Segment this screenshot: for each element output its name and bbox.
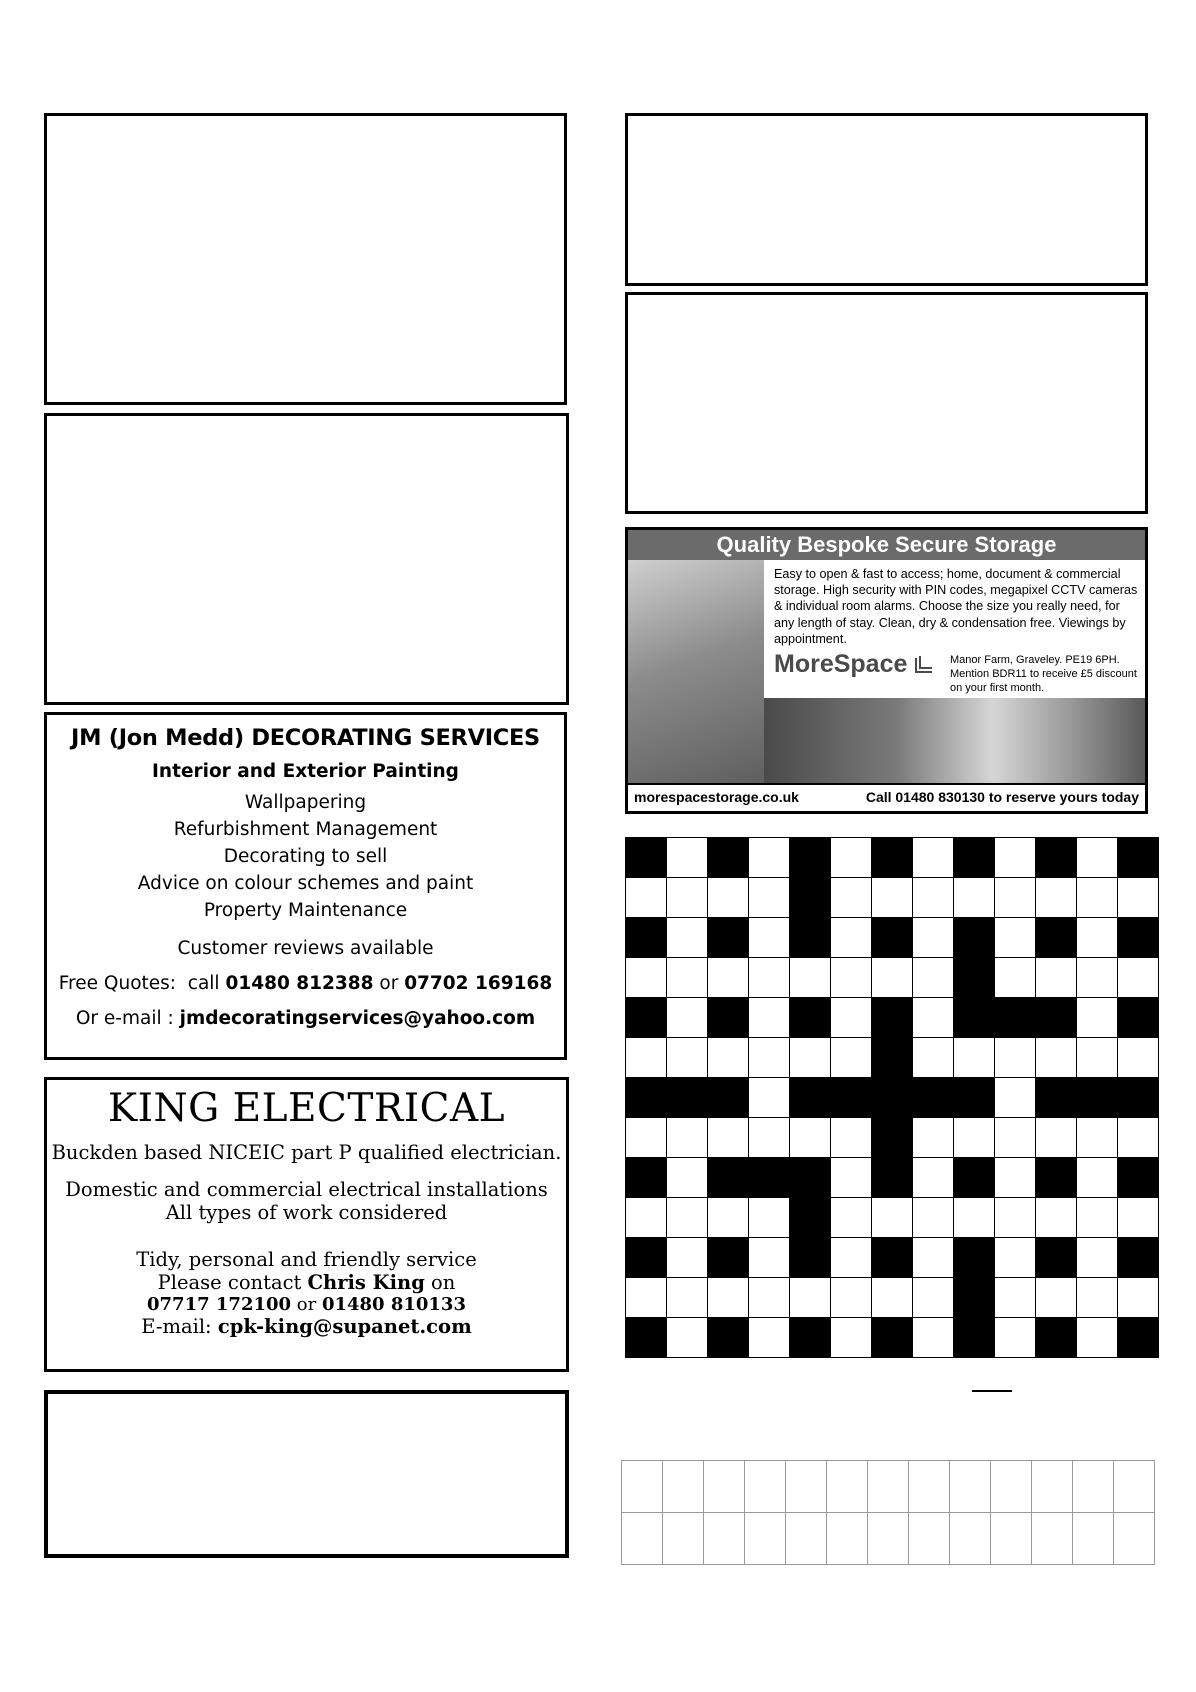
crossword-cell[interactable] <box>831 838 872 878</box>
storage-website: morespacestorage.co.uk <box>634 789 799 805</box>
jm-service: Refurbishment Management <box>173 819 438 840</box>
jm-service: Wallpapering <box>244 792 367 813</box>
crossword-black-cell <box>1036 1158 1077 1198</box>
crossword-cell[interactable] <box>913 838 954 878</box>
crossword-black-cell <box>708 998 749 1038</box>
crossword-black-cell <box>790 1318 831 1358</box>
crossword-cell[interactable] <box>913 1278 954 1318</box>
crossword-black-cell <box>995 998 1036 1038</box>
crossword-cell[interactable] <box>995 1198 1036 1238</box>
crossword-cell[interactable] <box>872 1198 913 1238</box>
crossword-cell[interactable] <box>913 1118 954 1158</box>
crossword-cell[interactable] <box>667 1318 708 1358</box>
jm-email-prefix: Or e-mail : <box>75 1008 180 1029</box>
crossword-cell[interactable] <box>790 1278 831 1318</box>
empty-box-2 <box>44 413 569 705</box>
jm-phone-2: 07702 169168 <box>404 973 553 994</box>
answer-cell[interactable] <box>827 1513 868 1565</box>
jm-service: Decorating to sell <box>223 846 388 867</box>
crossword-cell[interactable] <box>913 878 954 918</box>
answer-grid <box>621 1460 1155 1565</box>
crossword-black-cell <box>667 1078 708 1118</box>
crossword-cell[interactable] <box>1118 878 1159 918</box>
crossword-cell[interactable] <box>626 1278 667 1318</box>
storage-footer <box>628 783 1145 811</box>
crossword-cell[interactable] <box>626 1038 667 1078</box>
crossword-cell[interactable] <box>667 958 708 998</box>
crossword-cell[interactable] <box>831 1118 872 1158</box>
crossword-black-cell <box>831 1078 872 1118</box>
crossword-cell[interactable] <box>749 1198 790 1238</box>
crossword-cell[interactable] <box>790 1118 831 1158</box>
answer-cell[interactable] <box>1073 1513 1114 1565</box>
crossword-cell[interactable] <box>749 958 790 998</box>
answer-cell[interactable] <box>622 1461 663 1513</box>
crossword-black-cell <box>872 998 913 1038</box>
jm-or: or <box>373 973 405 994</box>
answer-cell[interactable] <box>622 1513 663 1565</box>
crossword-black-cell <box>1118 1318 1159 1358</box>
crossword-cell[interactable] <box>626 958 667 998</box>
crossword-black-cell <box>1118 838 1159 878</box>
crossword-cell[interactable] <box>913 1238 954 1278</box>
crossword-cell[interactable] <box>1118 1278 1159 1318</box>
answer-cell[interactable] <box>950 1513 991 1565</box>
crossword-cell[interactable] <box>667 838 708 878</box>
crossword-black-cell <box>913 1078 954 1118</box>
crossword-black-cell <box>872 1318 913 1358</box>
crossword-cell[interactable] <box>1036 1198 1077 1238</box>
crossword-cell[interactable] <box>1036 1118 1077 1158</box>
morespace-logo-text: MoreSpace <box>774 650 908 678</box>
crossword-cell[interactable] <box>995 1118 1036 1158</box>
empty-box-5 <box>625 292 1148 514</box>
crossword-black-cell <box>954 918 995 958</box>
empty-box-3 <box>44 1390 569 1558</box>
answer-cell[interactable] <box>1032 1461 1073 1513</box>
crossword-cell[interactable] <box>749 1038 790 1078</box>
crossword-cell[interactable] <box>749 1318 790 1358</box>
king-phone-2: 01480 810133 <box>321 1294 466 1315</box>
crossword-cell[interactable] <box>708 958 749 998</box>
crossword-cell[interactable] <box>1077 1038 1118 1078</box>
crossword-cell[interactable] <box>1077 1278 1118 1318</box>
storage-address: Manor Farm, Graveley. PE19 6PH. Mention BDR11 to receive £5 discount on your first month. <box>950 654 1137 694</box>
king-contact-name: Chris King <box>307 1271 425 1294</box>
crossword-cell[interactable] <box>831 1158 872 1198</box>
crossword-black-cell <box>872 1238 913 1278</box>
crossword-cell[interactable] <box>1077 1118 1118 1158</box>
king-email: cpk-king@supanet.com <box>217 1315 472 1338</box>
crossword-black-cell <box>1036 1078 1077 1118</box>
answer-cell[interactable] <box>909 1461 950 1513</box>
king-phone-1: 07717 172100 <box>147 1294 292 1315</box>
crossword-cell[interactable] <box>1077 918 1118 958</box>
crossword-cell[interactable] <box>667 1278 708 1318</box>
crossword-cell[interactable] <box>1118 1038 1159 1078</box>
crossword-cell[interactable] <box>1118 958 1159 998</box>
storage-description: Easy to open & fast to access; home, document & commercial storage. High security with PIN codes, megapixel CCTV cameras & individual room alarms. Choose the size you really need, for any length of stay. Clean, dry & condensation free. Viewings by appointment. <box>774 567 1138 646</box>
king-line-2: Domestic and commercial electrical installations <box>65 1178 548 1201</box>
crossword-black-cell <box>872 1078 913 1118</box>
jm-service: Advice on colour schemes and paint <box>137 873 474 894</box>
crossword-cell[interactable] <box>913 998 954 1038</box>
answer-dash <box>972 1390 1012 1392</box>
crossword-cell[interactable] <box>749 1118 790 1158</box>
crossword-cell[interactable] <box>913 1158 954 1198</box>
crossword-cell[interactable] <box>831 878 872 918</box>
storage-photo-bottom <box>764 698 1145 785</box>
king-or: or <box>291 1294 322 1315</box>
jm-phone-1: 01480 812388 <box>225 973 374 994</box>
crossword-cell[interactable] <box>626 1198 667 1238</box>
jm-subtitle: Interior and Exterior Painting <box>152 761 459 782</box>
crossword-cell[interactable] <box>1036 1278 1077 1318</box>
crossword-black-cell <box>749 1158 790 1198</box>
king-contact-suffix: on <box>424 1271 456 1294</box>
crossword-cell[interactable] <box>667 1118 708 1158</box>
crossword-cell[interactable] <box>667 998 708 1038</box>
crossword-black-cell <box>708 1318 749 1358</box>
crossword-cell[interactable] <box>872 878 913 918</box>
crossword-black-cell <box>1036 1238 1077 1278</box>
crossword-black-cell <box>708 1158 749 1198</box>
crossword-cell[interactable] <box>626 878 667 918</box>
crossword-black-cell <box>790 1158 831 1198</box>
crossword-cell[interactable] <box>667 1198 708 1238</box>
crossword-cell[interactable] <box>995 878 1036 918</box>
crossword-black-cell <box>954 958 995 998</box>
crossword-cell[interactable] <box>708 878 749 918</box>
crossword-cell[interactable] <box>667 918 708 958</box>
crossword-cell[interactable] <box>831 1038 872 1078</box>
crossword-black-cell <box>1036 918 1077 958</box>
morespace-logo-icon <box>914 654 934 674</box>
empty-box-1 <box>44 113 567 405</box>
crossword-cell[interactable] <box>749 838 790 878</box>
jm-reviews: Customer reviews available <box>177 938 434 959</box>
crossword-cell[interactable] <box>995 918 1036 958</box>
morespace-storage-ad <box>625 527 1148 814</box>
answer-cell[interactable] <box>745 1513 786 1565</box>
crossword-black-cell <box>1077 1078 1118 1118</box>
crossword-cell[interactable] <box>667 878 708 918</box>
crossword-black-cell <box>1036 998 1077 1038</box>
king-electrical-ad <box>44 1077 569 1372</box>
answer-cell[interactable] <box>704 1513 745 1565</box>
crossword-cell[interactable] <box>626 1118 667 1158</box>
crossword-cell[interactable] <box>708 1198 749 1238</box>
morespace-logo <box>774 650 934 679</box>
jm-decorating-ad <box>44 712 567 1060</box>
crossword-cell[interactable] <box>1118 1198 1159 1238</box>
empty-box-4 <box>625 113 1148 286</box>
king-contact-prefix: Please contact <box>157 1271 308 1294</box>
crossword-cell[interactable] <box>954 878 995 918</box>
crossword-black-cell <box>626 998 667 1038</box>
crossword-cell[interactable] <box>995 1078 1036 1118</box>
answer-cell[interactable] <box>1114 1461 1155 1513</box>
crossword-black-cell <box>1118 918 1159 958</box>
answer-cell[interactable] <box>991 1461 1032 1513</box>
crossword-cell[interactable] <box>913 1198 954 1238</box>
crossword-cell[interactable] <box>872 958 913 998</box>
crossword-cell[interactable] <box>913 918 954 958</box>
crossword-cell[interactable] <box>1036 958 1077 998</box>
storage-call: Call 01480 830130 to reserve yours today <box>865 789 1139 805</box>
crossword-black-cell <box>708 918 749 958</box>
crossword-black-cell <box>872 1158 913 1198</box>
answer-cell[interactable] <box>868 1461 909 1513</box>
crossword-cell[interactable] <box>913 958 954 998</box>
answer-cell[interactable] <box>663 1513 704 1565</box>
crossword-grid <box>625 837 1159 1358</box>
crossword-black-cell <box>790 838 831 878</box>
crossword-cell[interactable] <box>1118 1118 1159 1158</box>
king-line-3: All types of work considered <box>165 1201 448 1224</box>
crossword-cell[interactable] <box>667 1038 708 1078</box>
crossword-black-cell <box>872 1118 913 1158</box>
answer-cell[interactable] <box>909 1513 950 1565</box>
king-contact-line <box>47 1271 566 1294</box>
crossword-black-cell <box>1118 998 1159 1038</box>
crossword-cell[interactable] <box>708 1118 749 1158</box>
king-email-line <box>47 1315 566 1338</box>
crossword-black-cell <box>708 1078 749 1118</box>
crossword-cell[interactable] <box>667 1238 708 1278</box>
crossword-cell[interactable] <box>749 1238 790 1278</box>
crossword-black-cell <box>1118 1078 1159 1118</box>
answer-cell[interactable] <box>663 1461 704 1513</box>
storage-photo-left <box>628 560 764 785</box>
jm-email-line <box>47 1008 564 1029</box>
crossword-black-cell <box>954 1318 995 1358</box>
king-line-4: Tidy, personal and friendly service <box>136 1248 477 1271</box>
crossword-cell[interactable] <box>872 1278 913 1318</box>
answer-cell[interactable] <box>1032 1513 1073 1565</box>
crossword-cell[interactable] <box>749 1278 790 1318</box>
crossword-black-cell <box>626 1238 667 1278</box>
crossword-cell[interactable] <box>1036 878 1077 918</box>
king-line-1: Buckden based NICEIC part P qualified electrician. <box>51 1141 562 1164</box>
crossword-black-cell <box>954 998 995 1038</box>
crossword-cell[interactable] <box>1077 878 1118 918</box>
crossword-cell[interactable] <box>1077 838 1118 878</box>
crossword-cell[interactable] <box>831 1238 872 1278</box>
crossword-cell[interactable] <box>995 1238 1036 1278</box>
crossword-cell[interactable] <box>1077 958 1118 998</box>
crossword-black-cell <box>790 998 831 1038</box>
crossword-cell[interactable] <box>1077 1198 1118 1238</box>
crossword-black-cell <box>954 1078 995 1118</box>
crossword-cell[interactable] <box>708 1038 749 1078</box>
answer-cell[interactable] <box>991 1513 1032 1565</box>
crossword-black-cell <box>708 838 749 878</box>
crossword-cell[interactable] <box>708 1278 749 1318</box>
crossword-black-cell <box>1036 838 1077 878</box>
crossword-black-cell <box>790 878 831 918</box>
crossword-cell[interactable] <box>995 1038 1036 1078</box>
crossword-black-cell <box>626 918 667 958</box>
crossword-black-cell <box>872 918 913 958</box>
crossword-black-cell <box>626 1158 667 1198</box>
answer-cell[interactable] <box>868 1513 909 1565</box>
crossword-cell[interactable] <box>790 958 831 998</box>
answer-cell[interactable] <box>827 1461 868 1513</box>
crossword-cell[interactable] <box>831 998 872 1038</box>
crossword-black-cell <box>790 918 831 958</box>
crossword-black-cell <box>872 1038 913 1078</box>
crossword-cell[interactable] <box>831 1278 872 1318</box>
jm-title: JM (Jon Medd) DECORATING SERVICES <box>71 725 540 751</box>
crossword-cell[interactable] <box>913 1038 954 1078</box>
crossword-cell[interactable] <box>995 838 1036 878</box>
storage-banner: Quality Bespoke Secure Storage <box>628 530 1145 560</box>
crossword-black-cell <box>790 1198 831 1238</box>
crossword-cell[interactable] <box>1077 1238 1118 1278</box>
crossword-cell[interactable] <box>749 998 790 1038</box>
crossword-cell[interactable] <box>995 1318 1036 1358</box>
crossword-black-cell <box>790 1078 831 1118</box>
crossword-cell[interactable] <box>749 878 790 918</box>
crossword-black-cell <box>954 1158 995 1198</box>
crossword-black-cell <box>1118 1158 1159 1198</box>
crossword-black-cell <box>954 838 995 878</box>
crossword-cell[interactable] <box>1036 1038 1077 1078</box>
crossword-cell[interactable] <box>749 918 790 958</box>
crossword-black-cell <box>872 838 913 878</box>
crossword-cell[interactable] <box>1077 1318 1118 1358</box>
crossword-cell[interactable] <box>995 1158 1036 1198</box>
crossword-cell[interactable] <box>995 958 1036 998</box>
crossword-cell[interactable] <box>790 1038 831 1078</box>
crossword-cell[interactable] <box>954 1038 995 1078</box>
crossword-black-cell <box>626 838 667 878</box>
crossword-cell[interactable] <box>667 1158 708 1198</box>
crossword-cell[interactable] <box>749 1078 790 1118</box>
crossword-black-cell <box>626 1078 667 1118</box>
answer-cell[interactable] <box>786 1513 827 1565</box>
crossword-cell[interactable] <box>954 1198 995 1238</box>
jm-email: jmdecoratingservices@yahoo.com <box>179 1008 536 1029</box>
crossword-black-cell <box>954 1278 995 1318</box>
crossword-cell[interactable] <box>1077 1158 1118 1198</box>
answer-cell[interactable] <box>1114 1513 1155 1565</box>
crossword-cell[interactable] <box>954 1118 995 1158</box>
answer-cell[interactable] <box>1073 1461 1114 1513</box>
crossword-cell[interactable] <box>831 1318 872 1358</box>
answer-cell[interactable] <box>786 1461 827 1513</box>
answer-cell[interactable] <box>745 1461 786 1513</box>
crossword-cell[interactable] <box>1077 998 1118 1038</box>
crossword-cell[interactable] <box>831 958 872 998</box>
crossword-black-cell <box>1036 1318 1077 1358</box>
king-title: KING ELECTRICAL <box>107 1086 506 1131</box>
crossword-black-cell <box>708 1238 749 1278</box>
king-phone-line <box>47 1294 566 1315</box>
jm-service: Property Maintenance <box>203 900 408 921</box>
jm-quote-line <box>47 973 564 994</box>
answer-cell[interactable] <box>704 1461 745 1513</box>
crossword-black-cell <box>1118 1238 1159 1278</box>
jm-quote-prefix: Free Quotes: call <box>58 973 226 994</box>
king-email-prefix: E-mail: <box>141 1315 218 1338</box>
crossword-black-cell <box>954 1238 995 1278</box>
crossword-black-cell <box>626 1318 667 1358</box>
answer-cell[interactable] <box>950 1461 991 1513</box>
crossword-cell[interactable] <box>831 1198 872 1238</box>
crossword-cell[interactable] <box>913 1318 954 1358</box>
crossword-cell[interactable] <box>995 1278 1036 1318</box>
crossword-black-cell <box>790 1238 831 1278</box>
crossword-cell[interactable] <box>831 918 872 958</box>
